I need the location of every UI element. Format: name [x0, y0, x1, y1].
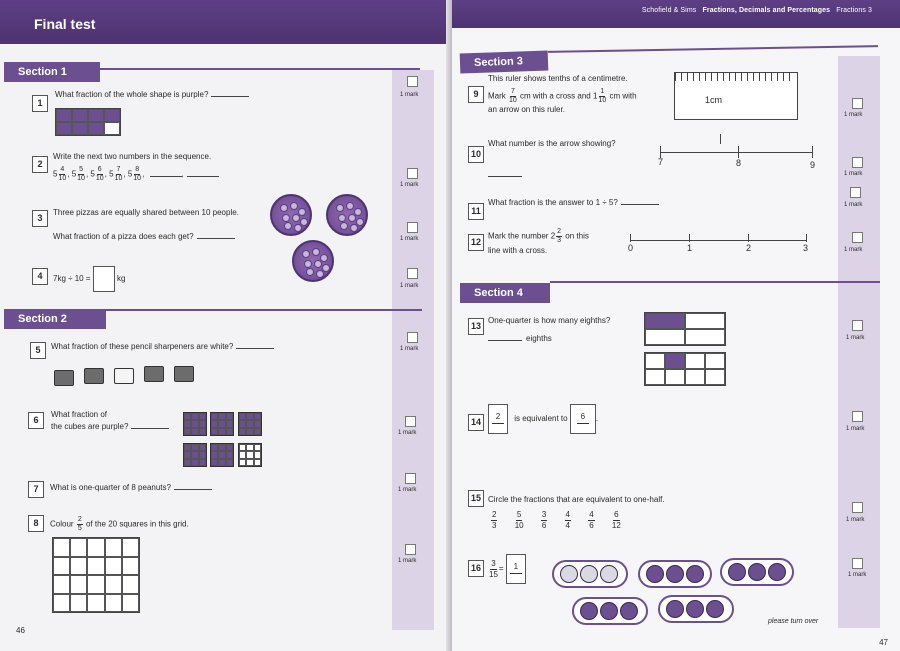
- q8-number: 8: [28, 515, 44, 532]
- please-turn-over: please turn over: [768, 618, 819, 625]
- peanut-image: [666, 565, 684, 583]
- q2-whole-1: 5: [53, 169, 58, 179]
- sharpener-image: [84, 368, 104, 384]
- topping: [338, 214, 346, 222]
- q15-fraction[interactable]: $\frac{4}{6}$: [589, 510, 594, 530]
- q2-frac-1: [58, 166, 66, 183]
- q15-number: 15: [468, 490, 484, 507]
- topping: [348, 214, 356, 222]
- peanut-image: [580, 602, 598, 620]
- topping: [336, 204, 344, 212]
- q1-prompt: What fraction of the whole shape is purple?: [55, 90, 209, 99]
- q12-text: [488, 228, 589, 245]
- ruler-label: 1cm: [705, 95, 723, 105]
- q8-text: [50, 516, 189, 533]
- q2-n2: 5: [79, 166, 83, 173]
- section-3-rule: [548, 45, 878, 53]
- q10-number: 10: [468, 146, 484, 163]
- q15-fraction[interactable]: $\frac{4}{4}$: [565, 510, 570, 530]
- q7-number: 7: [28, 481, 44, 498]
- q4-prompt: 7kg ÷ 10 =: [53, 274, 91, 284]
- q8-fn: 2: [77, 516, 82, 523]
- q3-text-2: [53, 232, 235, 241]
- q2-whole-4: 5: [109, 169, 114, 179]
- q11-mark-box[interactable]: [850, 187, 861, 198]
- q11-mark-label: 1 mark: [844, 202, 863, 208]
- q2-mark-label: 1 mark: [400, 182, 419, 188]
- q14-equivalent-text: is equivalent to: [514, 414, 568, 424]
- topping: [316, 270, 324, 278]
- tick: [812, 146, 813, 158]
- q8-grid[interactable]: [52, 537, 140, 613]
- q2-whole-3: 5: [90, 169, 95, 179]
- q7-answer-line[interactable]: [174, 489, 212, 490]
- q10-label-9: 9: [810, 160, 816, 170]
- q6-mark-box[interactable]: [405, 416, 416, 427]
- pizza-image: [270, 194, 312, 236]
- q16-box-top: 1: [513, 562, 519, 571]
- q10-number-line: [660, 152, 812, 153]
- q12-fn: 2: [557, 228, 562, 235]
- q14-text: 2 is equivalent to 6 .: [488, 404, 598, 434]
- section-2-heading: Section 2: [4, 309, 106, 329]
- peanut-image: [748, 563, 766, 581]
- topping: [314, 260, 322, 268]
- q16-mark-label: 1 mark: [848, 572, 867, 578]
- peanut-image: [728, 563, 746, 581]
- q5-mark-box[interactable]: [407, 332, 418, 343]
- q16-fd: 15: [489, 569, 498, 579]
- book-title: Fractions 3: [836, 7, 872, 14]
- q9-number: 9: [468, 86, 484, 103]
- q12-mark-label: 1 mark: [844, 247, 863, 253]
- q6-text: What fraction of: [51, 410, 108, 419]
- q2-d4: 10: [114, 175, 123, 182]
- pizza-image: [326, 194, 368, 236]
- topping: [294, 224, 302, 232]
- q1-number: 1: [32, 95, 48, 112]
- q9-fraction-1: [509, 88, 517, 105]
- section-4-rule: [550, 281, 880, 283]
- q2-d2: 10: [77, 175, 85, 182]
- q9-mark-box[interactable]: [852, 98, 863, 109]
- q12-text-b: on this: [565, 231, 589, 241]
- q4-text: [53, 266, 125, 292]
- q16-fraction: [489, 559, 498, 580]
- topping: [292, 214, 300, 222]
- q2-whole-2: 5: [71, 169, 77, 179]
- q13-text: One-quarter is how many eighths?: [488, 316, 611, 325]
- left-page-number: 46: [16, 626, 25, 635]
- topping: [280, 204, 288, 212]
- topping: [282, 214, 290, 222]
- ruler-ticks: [675, 73, 795, 81]
- q11-number: 11: [468, 203, 484, 220]
- shape-cell: [88, 122, 104, 135]
- q5-answer-line[interactable]: [236, 348, 274, 349]
- q2-answer-line-1[interactable]: [150, 176, 182, 177]
- q12-fd: 3: [557, 237, 562, 244]
- q4-unit: kg: [117, 274, 126, 284]
- q12-label-1: 1: [687, 243, 693, 253]
- q13-shape-quarters: [644, 312, 726, 346]
- cube-image: [183, 443, 207, 467]
- q12-text-a: Mark the number 2: [488, 231, 556, 241]
- q10-answer-line[interactable]: [488, 176, 522, 177]
- q15-fraction[interactable]: $\frac{5}{10}$: [514, 510, 524, 530]
- q15-fraction[interactable]: $\frac{2}{3}$: [492, 510, 497, 530]
- right-header-band: [452, 0, 900, 28]
- q13-text-2: [488, 334, 552, 343]
- shape-cell: [72, 109, 88, 122]
- cube-image: [210, 412, 234, 436]
- q9-text-2a: Mark: [488, 91, 506, 101]
- q2-n1: 4: [60, 166, 65, 173]
- q16-answer-box[interactable]: [506, 554, 526, 584]
- peanut-image: [666, 600, 684, 618]
- arrow-icon: [720, 134, 721, 144]
- page-title: Final test: [34, 16, 96, 32]
- topping: [302, 250, 310, 258]
- q14-number: 14: [468, 414, 484, 431]
- q8-text-a: Colour: [50, 519, 74, 529]
- cube-image: [210, 443, 234, 467]
- q1-text: [55, 90, 249, 99]
- q7-mark-label: 1 mark: [398, 487, 417, 493]
- q15-fractions: [490, 510, 622, 531]
- q6-number: 6: [28, 412, 44, 429]
- peanut-image: [686, 565, 704, 583]
- q2-answer-line-2[interactable]: [187, 176, 219, 177]
- q2-frac-2: [77, 166, 85, 183]
- q12-label-3: 3: [803, 243, 809, 253]
- q3-number: 3: [32, 210, 48, 227]
- q4-number: 4: [32, 268, 48, 285]
- q3-prompt: What fraction of a pizza does each get?: [53, 232, 194, 241]
- topping: [346, 202, 354, 210]
- q9-text-2: [488, 88, 637, 105]
- shape-cell: [88, 109, 104, 122]
- q8-text-b: of the 20 squares in this grid.: [85, 519, 189, 529]
- peanut-image: [600, 565, 618, 583]
- q14-fraction-box-2[interactable]: [570, 404, 596, 434]
- q3-answer-line[interactable]: [197, 238, 235, 239]
- q12-number-line[interactable]: [630, 240, 806, 241]
- q13-shape-eighths: [644, 352, 726, 386]
- q11-prompt: What fraction is the answer to 1 ÷ 5?: [488, 198, 618, 207]
- q6-answer-line[interactable]: [131, 428, 169, 429]
- section-3-heading: Section 3: [460, 50, 549, 73]
- peanut-image: [560, 565, 578, 583]
- q10-label-8: 8: [736, 158, 742, 168]
- q15-fraction[interactable]: $\frac{6}{12}$: [611, 510, 621, 530]
- q7-mark-box[interactable]: [405, 473, 416, 484]
- sharpener-image: [54, 370, 74, 386]
- tick: [630, 234, 631, 242]
- q2-text: Write the next two numbers in the sequence.: [53, 152, 212, 161]
- q16-text: [488, 554, 526, 584]
- q14-mark-box[interactable]: [852, 411, 863, 422]
- q4-mark-box[interactable]: [407, 268, 418, 279]
- q16-mark-box[interactable]: [852, 558, 863, 569]
- shape-cell: [56, 109, 72, 122]
- q12-label-0: 0: [628, 243, 634, 253]
- sharpener-image: [174, 366, 194, 382]
- q10-mark-label: 1 mark: [844, 171, 863, 177]
- q3-mark-label: 1 mark: [400, 236, 419, 242]
- topping: [304, 260, 312, 268]
- q2-frac-3: [96, 166, 104, 183]
- q9-text: This ruler shows tenths of a centimetre.: [488, 74, 628, 83]
- peanut-image: [768, 563, 786, 581]
- q1-mark-label: 1 mark: [400, 92, 419, 98]
- q12-mark-box[interactable]: [852, 232, 863, 243]
- sharpener-image: [144, 366, 164, 382]
- running-header: [642, 7, 872, 14]
- right-page-number: 47: [879, 638, 888, 647]
- q9-text-3: an arrow on this ruler.: [488, 105, 565, 114]
- topping: [284, 222, 292, 230]
- series-title: Fractions, Decimals and Percentages: [702, 7, 831, 14]
- q8-fraction: [77, 516, 83, 533]
- q5-text: [51, 342, 274, 351]
- q5-number: 5: [30, 342, 46, 359]
- cube-image: [183, 412, 207, 436]
- cube-image: [238, 443, 262, 467]
- peanut-image: [600, 602, 618, 620]
- q5-mark-label: 1 mark: [400, 346, 419, 352]
- q7-prompt: What is one-quarter of 8 peanuts?: [50, 483, 171, 492]
- q9-fraction-2: [598, 88, 606, 105]
- section-4-heading: Section 4: [460, 283, 550, 303]
- q16-equals: =: [498, 564, 504, 574]
- q2-n4: 7: [116, 166, 121, 173]
- q2-sequence: 5 $\frac{4}{10}$ , 5 $\frac{5}{10}$ , 5 $\frac{6}{10}$ , 5 $\frac{7}{10}$ , 5 $\frac{8}{10}$ , ,: [53, 166, 219, 183]
- section-1-heading: Section 1: [4, 62, 100, 82]
- q12-text-2: line with a cross.: [488, 246, 548, 255]
- q9-text-2c: cm with: [609, 91, 637, 101]
- q16-number: 16: [468, 560, 484, 577]
- q3-mark-box[interactable]: [407, 222, 418, 233]
- topping: [312, 248, 320, 256]
- q2-mark-box[interactable]: [407, 168, 418, 179]
- q4-mark-label: 1 mark: [400, 283, 419, 289]
- q6-text-2: [51, 422, 169, 431]
- q8-mark-label: 1 mark: [398, 558, 417, 564]
- q12-label-2: 2: [746, 243, 752, 253]
- q12-fraction: [556, 228, 562, 245]
- tick: [738, 146, 739, 158]
- topping: [306, 268, 314, 276]
- cube-image: [238, 412, 262, 436]
- q9-fd2: 10: [598, 97, 607, 104]
- shape-cell: [104, 122, 120, 135]
- q16-fn: 3: [491, 558, 496, 568]
- peanut-image: [580, 565, 598, 583]
- q13-answer-line[interactable]: [488, 340, 522, 341]
- tick: [689, 234, 690, 242]
- peanut-image: [686, 600, 704, 618]
- q10-mark-box[interactable]: [852, 157, 863, 168]
- section-1-rule: [100, 68, 420, 70]
- q10-label-7: 7: [658, 157, 664, 167]
- q10-text: What number is the arrow showing?: [488, 139, 616, 148]
- q9-fd: 10: [509, 97, 517, 104]
- tick: [748, 234, 749, 242]
- peanut-image: [706, 600, 724, 618]
- q9-mark-label: 1 mark: [844, 112, 863, 118]
- q8-mark-box[interactable]: [405, 544, 416, 555]
- topping: [290, 202, 298, 210]
- q3-text: Three pizzas are equally shared between 10 people.: [53, 208, 239, 217]
- q15-fraction[interactable]: $\frac{3}{6}$: [541, 510, 547, 530]
- q9-text-2b: cm with a cross and 1: [520, 91, 598, 101]
- shape-cell: [72, 122, 88, 135]
- q2-whole-5: 5: [127, 169, 133, 179]
- q13-mark-box[interactable]: [852, 320, 863, 331]
- q6-prompt: the cubes are purple?: [51, 422, 129, 431]
- q14-top: 2: [495, 412, 501, 421]
- q2-frac-5: [133, 166, 141, 183]
- q1-answer-line[interactable]: [211, 96, 249, 97]
- q11-text: [488, 198, 659, 207]
- q2-d5: 10: [133, 175, 142, 182]
- topping: [350, 224, 358, 232]
- shape-cell: [56, 122, 72, 135]
- q2-number: 2: [32, 156, 48, 173]
- q2-d1: 10: [58, 175, 67, 182]
- q13-mark-label: 1 mark: [846, 335, 865, 341]
- q15-mark-label: 1 mark: [846, 517, 865, 523]
- q15-text: Circle the fractions that are equivalent to one-half.: [488, 495, 665, 504]
- q2-frac-4: [115, 166, 123, 183]
- q11-answer-line[interactable]: [621, 204, 659, 205]
- q12-number: 12: [468, 234, 484, 251]
- sharpener-image: [114, 368, 134, 384]
- q2-n5: 8: [135, 166, 140, 173]
- q6-mark-label: 1 mark: [398, 430, 417, 436]
- q1-mark-box[interactable]: [407, 76, 418, 87]
- q13-number: 13: [468, 318, 484, 335]
- q15-mark-box[interactable]: [852, 502, 863, 513]
- section-2-rule: [106, 309, 422, 311]
- q8-fd: 5: [77, 525, 82, 532]
- q7-text: [50, 483, 212, 492]
- peanut-image: [620, 602, 638, 620]
- q9-fn2: 1: [600, 88, 605, 95]
- q1-shape: [55, 108, 121, 136]
- mark-column-right: [838, 56, 880, 628]
- q4-answer-box[interactable]: [93, 266, 115, 292]
- topping: [340, 222, 348, 230]
- tick: [806, 234, 807, 242]
- shape-cell: [104, 109, 120, 122]
- q5-prompt: What fraction of these pencil sharpeners are white?: [51, 342, 234, 351]
- q2-d3: 10: [95, 175, 104, 182]
- q2-n3: 6: [97, 166, 102, 173]
- q9-fn: 7: [510, 88, 515, 95]
- q10-answer: [488, 170, 522, 179]
- q9-ruler[interactable]: [674, 72, 798, 120]
- pizza-image: [292, 240, 334, 282]
- peanut-image: [646, 565, 664, 583]
- q14-fraction-box[interactable]: [488, 404, 508, 434]
- q14-mark-label: 1 mark: [846, 426, 865, 432]
- publisher: Schofield & Sims: [641, 7, 697, 14]
- right-page: [452, 0, 900, 651]
- q13-eighths: eighths: [526, 334, 552, 343]
- q14-bottom: 6: [580, 412, 586, 421]
